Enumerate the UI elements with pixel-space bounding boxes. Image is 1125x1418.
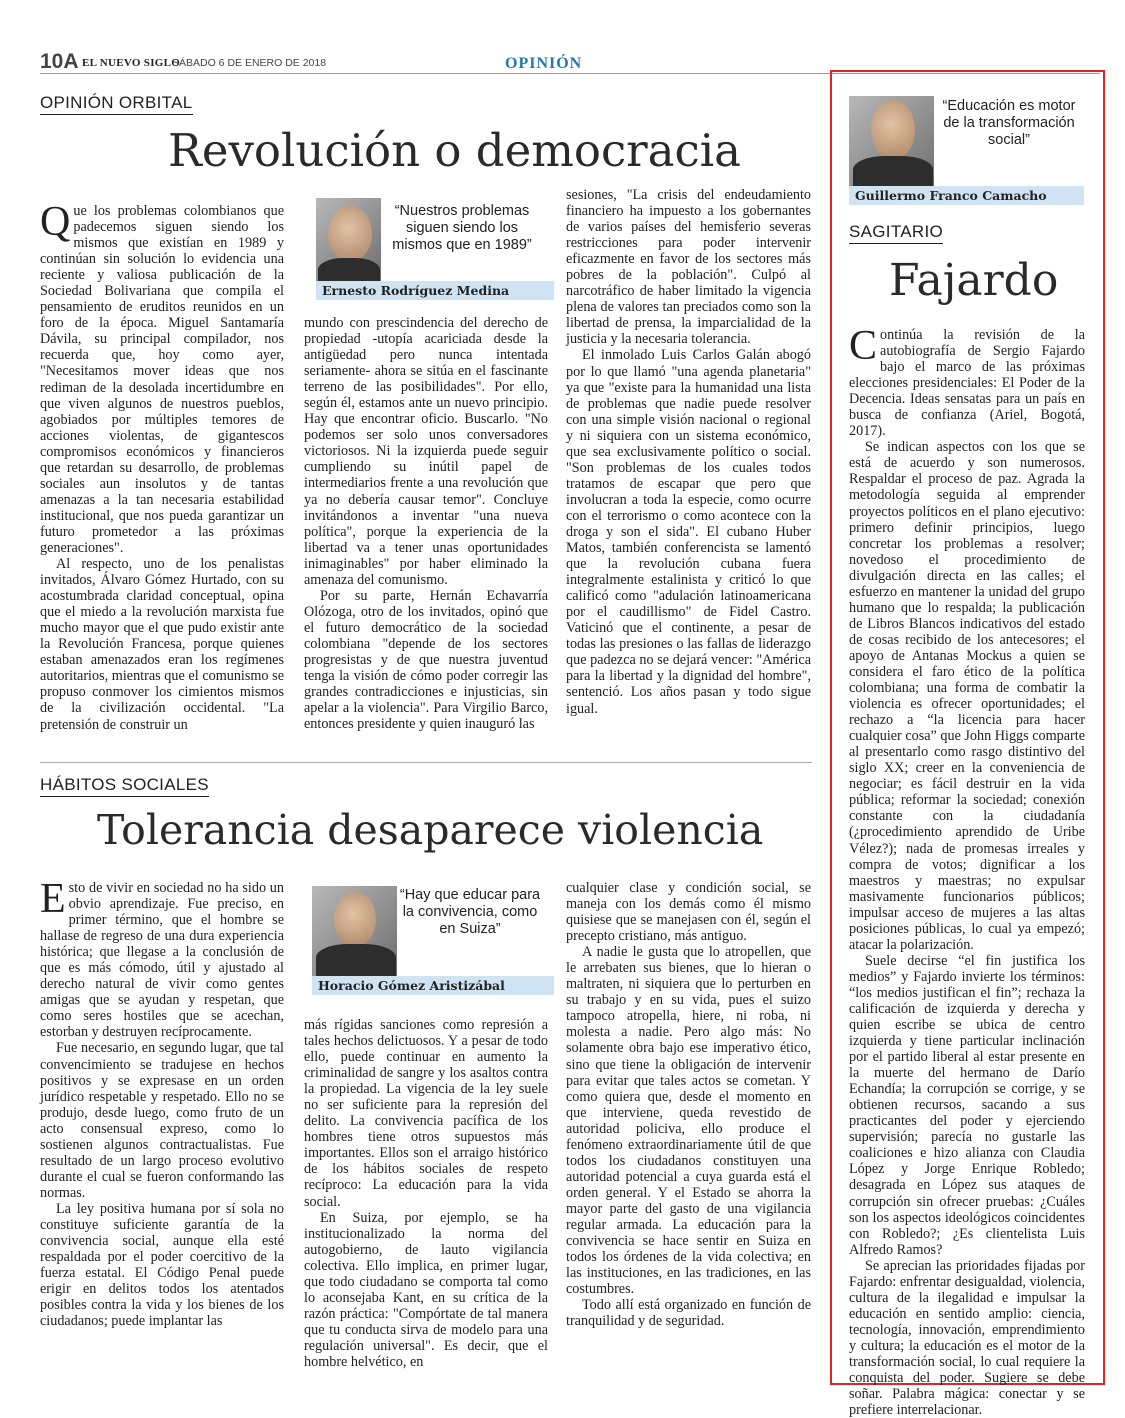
- article1-title: Revolución o democracia: [168, 124, 741, 177]
- author-photo-franco: [849, 96, 934, 188]
- article1-kicker: OPINIÓN ORBITAL: [40, 93, 193, 115]
- article2-quote: “Hay que educar para la convivencia, como en Suiza”: [399, 887, 541, 937]
- article2-kicker: HÁBITOS SOCIALES: [40, 775, 209, 797]
- article3-quote: “Educación es motor de la transformación social”: [942, 98, 1076, 148]
- author-photo-rodriguez: [316, 198, 381, 281]
- article2-author: Horacio Gómez Aristizábal: [312, 976, 554, 995]
- article2-title: Tolerancia desaparece violencia: [97, 806, 764, 854]
- article1-column-2: mundo con prescindencia del derecho de propiedad -utopía acariciada desde la antigüedad pero nunca intentada seriamente- ahora se sitúa en el fascinante terreno de las posibilidades". Por ello, según él, estamos ante un nuevo principio. Hay que encontrar oficio. Buscarlo. "No podemos ser solo unos conversadores victoriosos. Ni la izquierda puede seguir cumpliendo su inútil papel de intermediarios frente a una revolución que ya no debería causar temor". Concluye invitándonos a inventar "una nueva política", porque la experiencia de la libertad va a tener unas oportunidades inimaginables" por haber eliminado la amenaza del comunismo. Por su parte, Hernán Echavarría Olózoga, otro de los invitados, opinó que el futuro democrático de la sociedad colombiana "depende de los sectores progresistas y de que nuestra juventud tenga la visión de cómo poder corregir las grandes contradicciones e injusticias, sin apelar a la violencia". Para Virgilio Barco, entonces presidente y quien inauguró las: [304, 315, 548, 733]
- article2-column-2: más rígidas sanciones como represión a tales hechos delictuosos. Y a pesar de todo ello, puede continuar en aumento la criminalidad de sangre y los asaltos contra la propiedad. La vigencia de la ley suele no ser suficiente para la represión del delito. La convivencia pacífica de los hombres tiene otros supuestos más importantes. Ellos son el arraigo histórico de los hábitos sociales de respeto recíproco: La educación para la vida social. En Suiza, por ejemplo, se ha institucionalizado la norma del autogobierno, de lauto vigilancia colectiva. Ello implica, en primer lugar, que todo ciudadano se comporta tal como lo aconsejaba Kant, en su crítica de la razón práctica: "Compórtate de tal manera que tu conducta sirva de modelo para una regulación universal". Es decir, que el hombre helvético, en: [304, 1017, 548, 1370]
- article3-author: Guillermo Franco Camacho: [849, 186, 1084, 205]
- article1-author: Ernesto Rodríguez Medina: [316, 281, 554, 300]
- article1-column-3: sesiones, "La crisis del endeudamiento financiero ha impuesto a los gobernantes de varios países del hemisferio severas restricciones para poder intervenir eficazmente en favor de los sectores más pobres de la población". Culpó al narcotráfico de haber limitado la vigencia plena de valores tan preciados como son la libertad de prensa, la imparcialidad de la justicia y la necesaria tolerancia. El inmolado Luis Carlos Galán abogó por lo que llamó "una agenda planetaria" ya que "existe para la humanidad una lista de problemas que nadie puede resolver con una simple visión nacional o regional y ni siquiera con un sistema económico, que sea exclusivamente político o social. "Son problemas de los cuales todos tratamos de escapar que pero que involucran a toda la especie, como ocurre con el terrorismo o como acontece con la droga y son el sida". El cubano Huber Matos, también conferencista se lamentó que la revolución cubana fuera integralmente estalinista y criticó lo que calificó como "adulación latinoamericana por el caudillismo" de Fidel Castro. Vaticinó que el continente, a pesar de todas las presiones o las fallas de liderazgo que padezca no se dejará vencer: "América para la libertad y la dignidad del hombre", sentenció. Los años pasan y todo sigue igual.: [566, 187, 811, 717]
- article3-kicker: SAGITARIO: [849, 222, 943, 244]
- newspaper-name: EL NUEVO SIGLO: [82, 57, 181, 69]
- article3-body: Continúa la revisión de la autobiografía de Sergio Fajardo bajo el marco de las próximas elecciones presidenciales: El Poder de la Decencia. Ideas sensatas para un país en busca de confianza (Ariel, Bogotá, 2017). Se indican aspectos con los que se está de acuerdo y son numerosos. Respaldar el proceso de paz. Agrada la metodología seguida al emprender proyectos políticos en el plano ejecutivo: primero definir principios, luego concretar los problemas a resolver; novedoso el procedimiento de divulgación directa en las calles; el esfuerzo en mantener la unidad del grupo humano que lo respalda; la publicación de Libros Blancos indicativos del estado de cosas recibido de los antecesores; el apoyo de Antanas Mockus a quien se considera el faro ético de la política colombiana; una forma de combatir la violencia es ofrecer oportunidades; el rechazo a “la licencia para hacer cualquier cosa” que John Higgs comparte al presentarlo como rasgo distintivo del siglo XX; creer en la conveniencia de negociar; es fácil destruir en la vida pública; reformar la sociedad; conexión constante con la ciudadanía (¿procedimiento aprendido de Uribe Vélez?); nada de promesas irreales y compra de votos; dignificar a los maestros y maestras; no expulsar masivamente funcionarios públicos; impulsar acceso de mujeres a las altas posiciones públicas, lo cual ya empezó; atacar la polarización. Suele decirse “el fin justifica los medios” y Fajardo invierte los términos: “los medios justifican el fin”; rechaza la calificación de izquierda y derecha y quien escribe se ubica de centro izquierda y tiene particular inclinación por el partido liberal al estar presente en la muerte del hermano de Darío Echandía; la corrupción se corrige, y se obtienen recursos, sacando a sus practicantes del poder y ejerciendo supervisión; parecía no gustarle las coaliciones e hizo alianza con Claudia López y Jorge Enrique Robledo; desagrada en López sus ataques de corrupción sin ofrecer pruebas: ¿Cuáles son los aspectos ideológicos coincidentes con Robledo?; ¿Es clientelista Luis Alfredo Ramos? Se aprecian las prioridades fijadas por Fajardo: enfrentar desigualdad, violencia, cultura de la ilegalidad e impulsar la educación en sentido amplio: ciencia, tecnología, innovación, emprendimiento y cultura; la educación es el motor de la transformación social, lo cual requiere la conquista del poder. Sugiere se debe soñar. Palabra mágica: conectar y se prefiere interrelacionar.: [849, 323, 1085, 1418]
- page-number: 10A: [40, 50, 79, 73]
- article-divider: [40, 762, 812, 763]
- article1-quote: “Nuestros problemas siguen siendo los mismos que en 1989”: [392, 203, 532, 253]
- article1-column-1: Que los problemas colombianos que padecemos siguen siendo los mismos que existían en 1989 y continúan sin solución lo evidencia una reciente y valiosa publicación de la Sociedad Bolivariana que compila el pensamiento de eruditos reunidos en un foro de la época. Miguel Santamaría Dávila, su principal compilador, nos recuerda que, hoy como ayer, "Necesitamos mover ideas que nos rediman de la desolada incertidumbre en que viven algunos de nuestros pueblos, agobiados por múltiples temores de acciones violentas, de gigantescos compromisos económicos y financieros que retardan su desarrollo, de problemas sociales aun insolutos y de tantas amenazas a la tan necesaria estabilidad institucional, que nos pueda garantizar un futuro prometedor a las próximas generaciones". Al respecto, uno de los penalistas invitados, Álvaro Gómez Hurtado, con su acostumbrada claridad conceptual, opina que el miedo a la revolución marxista fue mucho mayor que el que pudo existir ante la Revolución Francesa, porque quienes estaban amenazados eran los regímenes autoritarios, mientras que el comunismo se propuso conmover los cimientos mismos de la civilización occidental. "La pretensión de construir un: [40, 199, 284, 733]
- section-title: OPINIÓN: [505, 55, 583, 72]
- article3-title: Fajardo: [889, 255, 1059, 306]
- article2-column-1: Esto de vivir en sociedad no ha sido un obvio aprendizaje. Fue preciso, en primer término, que el hombre se hallase de regreso de una dura experiencia histórica; que llegase a la conclusión de que es más cómodo, útil y ajustado al derecho natural de vivir como gentes amigas que se ayudan y respetan, que como seres hostiles que se acechan, estorban y destruyen recíprocamente. Fue necesario, en segundo lugar, que tal convencimiento se tradujese en hechos positivos y se expresase en un orden jurídico respetable y respetado. Ello no se produjo, desde luego, como fruto de un acto consensual expreso, como lo sostienen algunos contractualistas. Fue resultado de un largo proceso evolutivo durante el cual se fueron conformando las normas. La ley positiva humana por sí sola no constituye suficiente garantía de la convivencia social, aunque ella esté respaldada por el poder coercitivo de la fuerza estatal. El Código Penal puede erigir en delitos todos los atentados posibles contra la vida y los bienes de los ciudadanos; puede implantar las: [40, 876, 284, 1330]
- article2-column-3: cualquier clase y condición social, se maneja con los demás como él mismo quisiese que se manejasen con él, según el precepto cristiano, más antiguo. A nadie le gusta que lo atropellen, que le arrebaten sus bienes, que lo hieran o maltraten, ni siquiera que lo perturben en su trabajo y en su vida, pues el suizo tampoco atropella, hiere, ni roba, ni molesta a nadie. Pero algo más: No solamente obra bajo ese imperativo ético, sino que tiene la obligación de intervenir para evitar que tales actos se cometan. Y como quiera que, desde el momento en que interviene, queda revestido de autoridad policiva, ello produce el fenómeno extraordinariamente útil de que todos los ciudadanos constituyen una autoridad potencial a cuya guarda está el orden general. Y el Estado se ahorra la mayor parte del gasto de una vigilancia regular armada. La educación para la convivencia se hace sentir en Suiza en todos los órdenes de la vida colectiva; en las instituciones, en las tradiciones, en las costumbres. Todo allí está organizado en función de tranquilidad y de seguridad.: [566, 880, 811, 1330]
- issue-date: SÁBADO 6 DE ENERO DE 2018: [172, 57, 327, 69]
- author-photo-gomez: [312, 886, 397, 976]
